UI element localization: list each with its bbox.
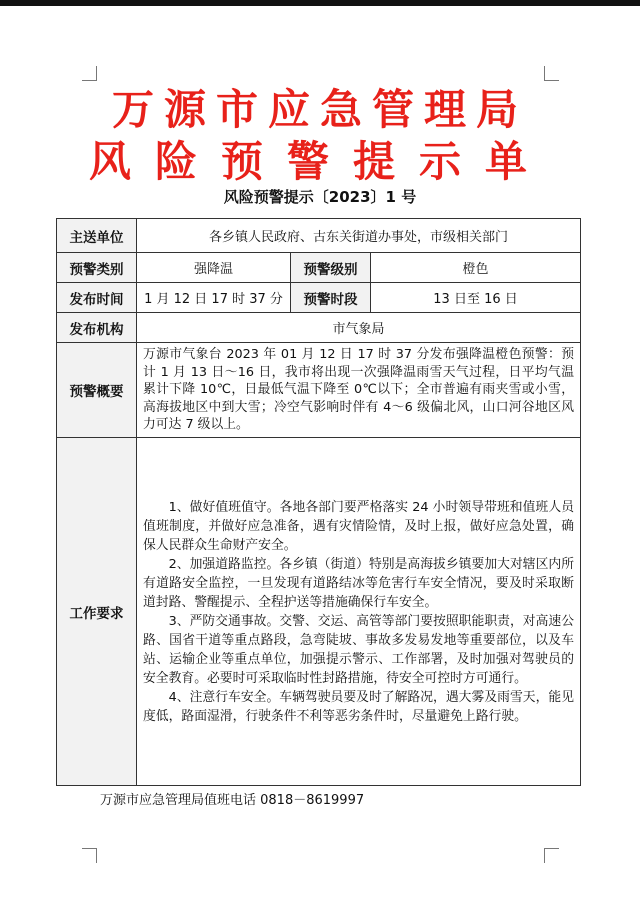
row-issue-time (57, 283, 581, 313)
document-title-line1: 万源市应急管理局 (111, 85, 528, 134)
warning-type-value: 强降温 (137, 253, 291, 283)
crop-mark-bottom-left (82, 848, 97, 863)
row-agency (57, 313, 581, 343)
row-summary (57, 343, 581, 438)
warning-type-label: 预警类别 (57, 253, 137, 283)
recipient-value: 各乡镇人民政府、古东关街道办事处，市级相关部门 (137, 219, 581, 253)
requirements-label: 工作要求 (57, 438, 137, 786)
crop-mark-bottom-right (544, 848, 559, 863)
crop-mark-top-left (82, 66, 97, 81)
requirement-item: 1、做好值班值守。各地各部门要严格落实 24 小时领导带班和值班人员值班制度，并做好应急准备，遇有灾情险情，及时上报，做好应急处置，确保人民群众生命财产安全。 (143, 499, 575, 553)
document-number: 风险预警提示〔2023〕1 号 (223, 188, 417, 206)
warning-form-table (56, 218, 581, 786)
issue-time-value: 1 月 12 日 17 时 37 分 (137, 283, 291, 313)
warning-level-label: 预警级别 (291, 253, 371, 283)
document-title-line2: 风险预警提示单 (88, 137, 551, 186)
summary-value: 万源市气象台 2023 年 01 月 12 日 17 时 37 分发布强降温橙色预警：预计 1 月 13 日～16 日，我市将出现一次强降温雨雪天气过程，日平均气温累计下降 10℃，日最低气温下降至 0℃以下；全市普遍有雨夹雪或小雪，高海拔地区中到大雪；冷空气影响时伴有 4～6 级偏北风，山口河谷地区风力可达 7 级以上。 (137, 343, 581, 438)
duty-phone-footer: 万源市应急管理局值班电话 0818－8619997 (100, 793, 365, 808)
period-value: 13 日至 16 日 (371, 283, 581, 313)
agency-value: 市气象局 (137, 313, 581, 343)
requirement-item: 4、注意行车安全。车辆驾驶员要及时了解路况，遇大雾及雨雪天，能见度低，路面湿滑，行驶条件不利等恶劣条件时，尽量避免上路行驶。 (143, 689, 575, 724)
row-warning-type (57, 253, 581, 283)
recipient-label: 主送单位 (57, 219, 137, 253)
agency-label: 发布机构 (57, 313, 137, 343)
requirements-content (137, 438, 581, 786)
row-recipient (57, 219, 581, 253)
issue-time-label: 发布时间 (57, 283, 137, 313)
row-requirements (57, 438, 581, 786)
warning-level-value: 橙色 (371, 253, 581, 283)
requirement-item: 3、严防交通事故。交警、交运、高管等部门要按照职能职责，对高速公路、国省干道等重点路段，急弯陡坡、事故多发易发地等重要部位，以及车站、运输企业等重点单位，加强提示警示、工作部署，及时加强对驾驶员的安全教育。必要时可采取临时性封路措施，待安全可控时方可通行。 (143, 613, 575, 686)
top-status-bar (0, 0, 640, 6)
period-label: 预警时段 (291, 283, 371, 313)
summary-label: 预警概要 (57, 343, 137, 438)
requirement-item: 2、加强道路监控。各乡镇（街道）特别是高海拔乡镇要加大对辖区内所有道路安全监控，一旦发现有道路结冰等危害行车安全情况，要及时采取断道封路、警醒提示、全程护送等措施确保行车安全。 (143, 556, 575, 610)
crop-mark-top-right (544, 66, 559, 81)
